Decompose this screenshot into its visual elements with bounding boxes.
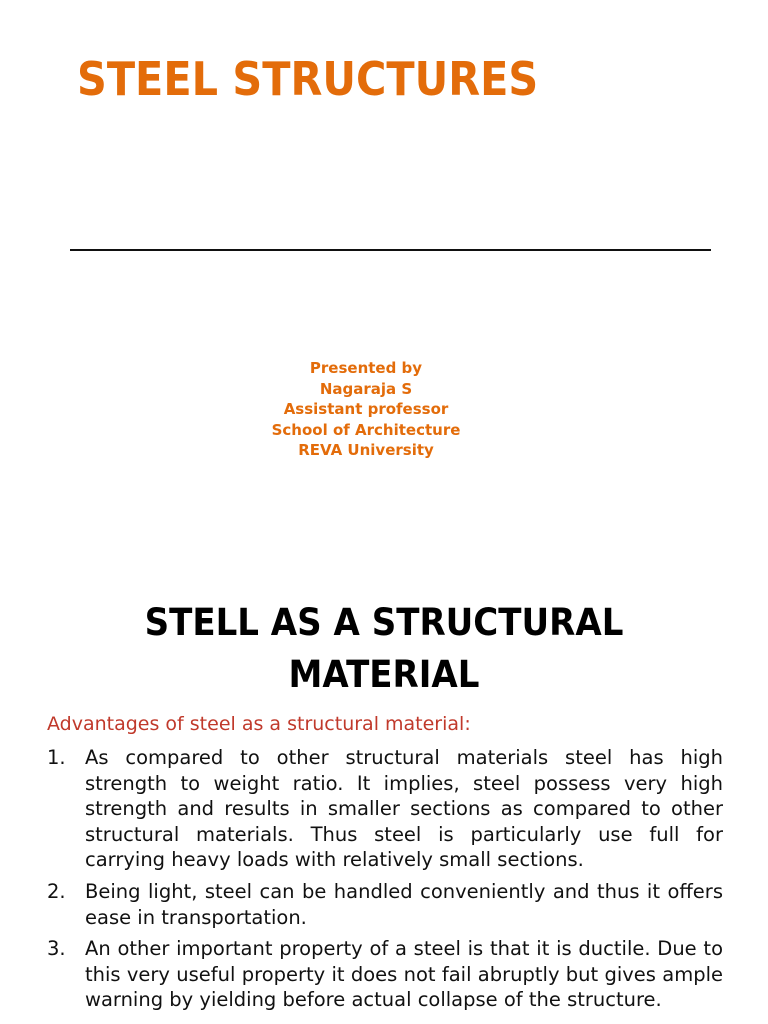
list-item-number: 1. (47, 746, 66, 769)
presenter-block (0, 358, 732, 461)
list-item (47, 745, 723, 873)
list-item (47, 879, 723, 930)
presented-by-label: Presented by (309, 359, 423, 377)
list-item (47, 936, 723, 1013)
list-item-number: 2. (47, 879, 66, 903)
advantages-list (47, 745, 723, 1019)
presenter-university: REVA University (298, 441, 434, 460)
list-item-text: An other important property of a steel is that it is ductile. Due to this very useful property it does not fail abruptly but gives ample warning by yielding before actual collapse of the structure. (85, 937, 723, 1012)
section-title-line2: MATERIAL (288, 653, 480, 696)
title-divider (70, 249, 711, 251)
section-title-line1: STELL AS A STRUCTURAL (144, 601, 624, 644)
section-title (31, 597, 738, 701)
list-item-text: Being light, steel can be handled conveniently and thus it offers ease in transportation. (85, 879, 723, 929)
presenter-school: School of Architecture (271, 420, 461, 439)
list-item-number: 3. (47, 937, 66, 961)
advantages-subheading: Advantages of steel as a structural material: (47, 713, 471, 735)
slide-title: STEEL STRUCTURES (77, 52, 539, 106)
list-item-text: As compared to other structural materials steel has high strength to weight ratio. It implies, steel possess very high strength and results in smaller sections as compared to other structural materials. Thus steel is particularly use full for carrying heavy loads with relatively small sections. (85, 746, 723, 872)
presenter-position: Assistant professor (283, 400, 449, 419)
presenter-name: Nagaraja S (319, 379, 413, 398)
